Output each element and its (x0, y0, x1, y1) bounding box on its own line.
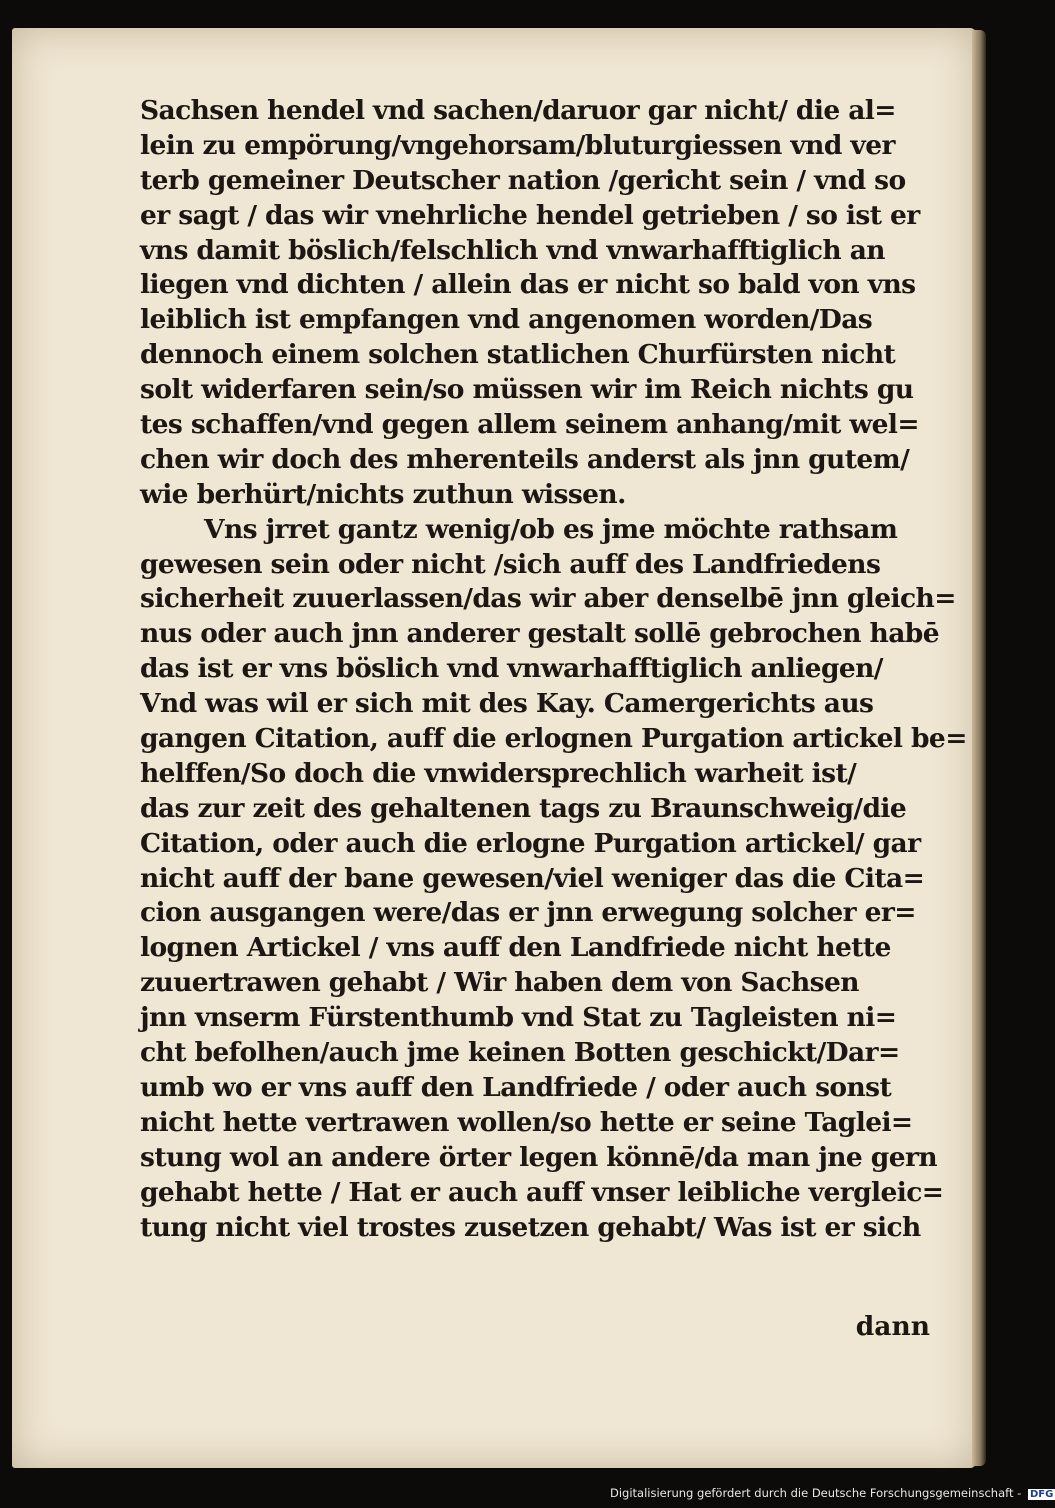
text-line: helffen/So doch die vnwidersprechlich warheit ist/ (140, 757, 857, 789)
text-line: solt widerfaren sein/so müssen wir im Reich nichts gu (140, 374, 914, 406)
dfg-logo: DFG (1029, 1489, 1054, 1500)
text-line: cht befolhen/auch jme keinen Botten geschickt/Dar= (140, 1037, 900, 1069)
text-line: lein zu empörung/vngehorsam/bluturgiessen vnd ver (140, 129, 895, 161)
text-line: Sachsen hendel vnd sachen/daruor gar nicht/ die al= (140, 95, 896, 126)
text-line: dennoch einem solchen statlichen Churfürsten nicht (140, 339, 896, 371)
text-line: zuuertrawen gehabt / Wir haben dem von Sachsen (140, 967, 859, 999)
text-line: stung wol an andere örter legen könnē/da man jne gern (140, 1141, 937, 1173)
text-line: gehabt hette / Hat er auch auff vnser leibliche vergleic= (140, 1176, 944, 1208)
text-line: umb wo er vns auff den Landfriede / oder auch sonst (140, 1071, 892, 1103)
text-line: lognen Artickel / vns auff den Landfriede nicht hette (140, 932, 891, 964)
text-line: cion ausgangen were/das er jnn erwegung solcher er= (140, 897, 916, 929)
text-line: tes schaffen/vnd gegen allem seinem anhang/mit wel= (140, 409, 919, 441)
text-line: Citation, oder auch die erlogne Purgation artickel/ gar (140, 827, 921, 859)
catchword: dann (855, 1311, 930, 1342)
text-line: nicht hette vertrawen wollen/so hette er seine Taglei= (140, 1106, 913, 1138)
book-page (12, 28, 976, 1468)
page-edge (972, 30, 986, 1466)
credit-text: Digitalisierung gefördert durch die Deutsche Forschungsgemeinschaft - (610, 1486, 1022, 1500)
text-line: Vnd was wil er sich mit des Kay. Camergerichts aus (140, 688, 874, 720)
text-block (140, 94, 980, 1245)
text-line: sicherheit zuuerlassen/das wir aber denselbē jnn gleich= (140, 583, 956, 615)
text-line: vns damit böslich/felschlich vnd vnwarhafftiglich an (140, 234, 885, 266)
text-line: chen wir doch des mherenteils anderst als jnn gutem/ (140, 443, 910, 475)
text-line: terb gemeiner Deutscher nation /gericht sein / vnd so (140, 164, 906, 196)
text-line: gangen Citation, auff die erlognen Purgation artickel be= (140, 723, 967, 755)
text-line: tung nicht viel trostes zusetzen gehabt/ Was ist er sich (140, 1211, 921, 1243)
text-line: gewesen sein oder nicht /sich auff des Landfriedens (140, 548, 881, 580)
text-line: liegen vnd dichten / allein das er nicht so bald von vns (140, 269, 916, 301)
text-line: jnn vnserm Fürstenthumb vnd Stat zu Tagleisten ni= (140, 1002, 897, 1034)
text-line: nus oder auch jnn anderer gestalt sollē gebrochen habē (140, 618, 939, 650)
text-line: das zur zeit des gehaltenen tags zu Braunschweig/die (140, 792, 907, 824)
paragraph-start-line: Vns jrret gantz wenig/ob es jme möchte rathsam (204, 513, 898, 545)
text-line: leiblich ist empfangen vnd angenomen worden/Das (140, 304, 873, 336)
digitization-credit (610, 1486, 1055, 1500)
text-line: wie berhürt/nichts zuthun wissen. (140, 478, 626, 510)
text-line: nicht auff der bane gewesen/viel weniger das die Cita= (140, 862, 925, 894)
text-line: er sagt / das wir vnehrliche hendel getrieben / so ist er (140, 199, 920, 231)
text-line: das ist er vns böslich vnd vnwarhafftiglich anliegen/ (140, 653, 883, 685)
